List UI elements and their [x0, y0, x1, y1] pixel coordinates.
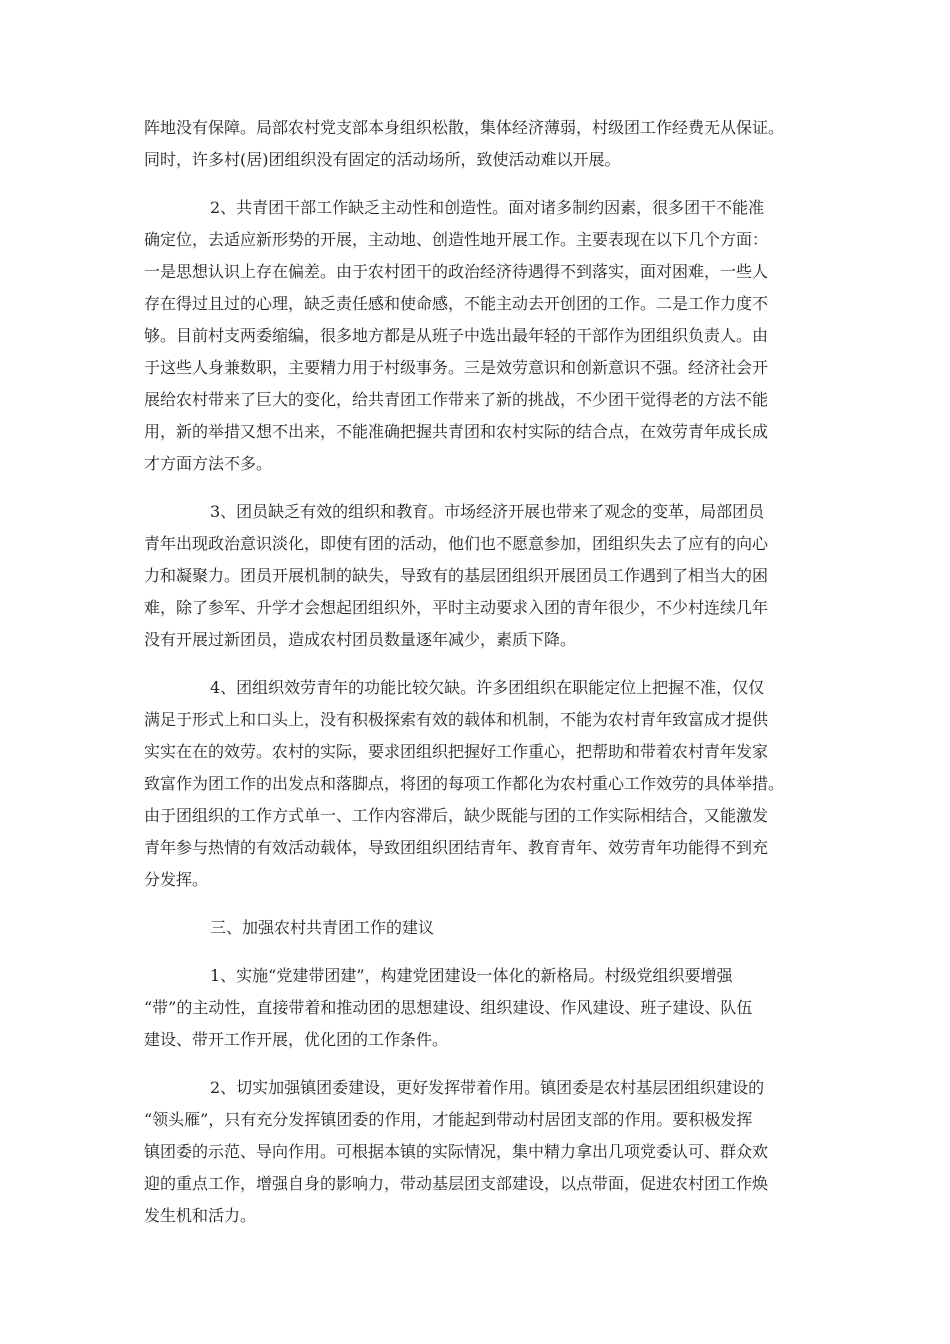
text-line: “领头雁”，只有充分发挥镇团委的作用，才能起到带动村居团支部的作用。要积极发挥 — [144, 1110, 753, 1129]
text-line: 存在得过且过的心理，缺乏责任感和使命感，不能主动去开创团的工作。二是工作力度不 — [144, 294, 769, 313]
text-line: 力和凝聚力。团员开展机制的缺失，导致有的基层团组织开展团员工作遇到了相当大的困 — [144, 566, 769, 585]
text-line: 青年参与热情的有效活动载体，导致团组织团结青年、教育青年、效劳青年功能得不到充 — [144, 838, 769, 857]
text-line: 阵地没有保障。局部农村党支部本身组织松散，集体经济薄弱，村级团工作经费无从保证。 — [144, 118, 785, 137]
paragraph-funding — [144, 112, 816, 176]
paragraph-party-leads-league — [144, 960, 816, 1056]
text-line: 镇团委的示范、导向作用。可根据本镇的实际情况，集中精力拿出几项党委认可、群众欢 — [144, 1142, 769, 1161]
paragraph-service-function — [144, 672, 816, 896]
text-line: 难，除了参军、升学才会想起团组织外，平时主动要求入团的青年很少，不少村连续几年 — [144, 598, 769, 617]
text-line: 够。目前村支两委缩编，很多地方都是从班子中选出最年轻的干部作为团组织负责人。由 — [144, 326, 769, 345]
text-line: 由于团组织的工作方式单一、工作内容滞后，缺少既能与团的工作实际相结合，又能激发 — [144, 806, 769, 825]
text-line: 于这些人身兼数职，主要精力用于村级事务。三是效劳意识和创新意识不强。经济社会开 — [144, 358, 769, 377]
text-line: 致富作为团工作的出发点和落脚点，将团的每项工作都化为农村重心工作效劳的具体举措。 — [144, 774, 785, 793]
section-heading-text: 三、加强农村共青团工作的建议 — [210, 918, 435, 937]
text-line: 满足于形式上和口头上，没有积极探索有效的载体和机制，不能为农村青年致富成才提供 — [144, 710, 769, 729]
text-line: 实实在在的效劳。农村的实际，要求团组织把握好工作重心，把帮助和带着农村青年发家 — [144, 742, 769, 761]
text-line: 1、实施“党建带团建”，构建党团建设一体化的新格局。村级党组织要增强 — [210, 966, 733, 985]
text-line: 2、切实加强镇团委建设，更好发挥带着作用。镇团委是农村基层团组织建设的 — [210, 1078, 765, 1097]
text-line: 3、团员缺乏有效的组织和教育。市场经济开展也带来了观念的变革，局部团员 — [210, 502, 765, 521]
text-line: 用，新的举措又想不出来，不能准确把握共青团和农村实际的结合点，在效劳青年成长成 — [144, 422, 769, 441]
document-body — [144, 112, 816, 1248]
paragraph-member-education — [144, 496, 816, 656]
paragraph-town-committee — [144, 1072, 816, 1232]
text-line: 建设、带开工作开展，优化团的工作条件。 — [144, 1030, 449, 1049]
text-line: “带”的主动性，直接带着和推动团的思想建设、组织建设、作风建设、班子建设、队伍 — [144, 998, 753, 1017]
text-line: 同时，许多村(居)团组织没有固定的活动场所，致使活动难以开展。 — [144, 150, 621, 169]
text-line: 没有开展过新团员，造成农村团员数量逐年减少，素质下降。 — [144, 630, 577, 649]
paragraph-cadre-initiative — [144, 192, 816, 480]
text-line: 迎的重点工作，增强自身的影响力，带动基层团支部建设，以点带面，促进农村团工作焕 — [144, 1174, 769, 1193]
text-line: 青年出现政治意识淡化，即使有团的活动，他们也不愿意参加，团组织失去了应有的向心 — [144, 534, 769, 553]
text-line: 4、团组织效劳青年的功能比较欠缺。许多团组织在职能定位上把握不准，仅仅 — [210, 678, 765, 697]
text-line: 一是思想认识上存在偏差。由于农村团干的政治经济待遇得不到落实，面对困难，一些人 — [144, 262, 769, 281]
text-line: 展给农村带来了巨大的变化，给共青团工作带来了新的挑战，不少团干觉得老的方法不能 — [144, 390, 769, 409]
text-line: 分发挥。 — [144, 870, 209, 889]
text-line: 2、共青团干部工作缺乏主动性和创造性。面对诸多制约因素，很多团干不能准 — [210, 198, 765, 217]
text-line: 才方面方法不多。 — [144, 454, 273, 473]
section-heading — [144, 912, 816, 944]
text-line: 发生机和活力。 — [144, 1206, 257, 1225]
text-line: 确定位，去适应新形势的开展，主动地、创造性地开展工作。主要表现在以下几个方面： — [144, 230, 769, 249]
